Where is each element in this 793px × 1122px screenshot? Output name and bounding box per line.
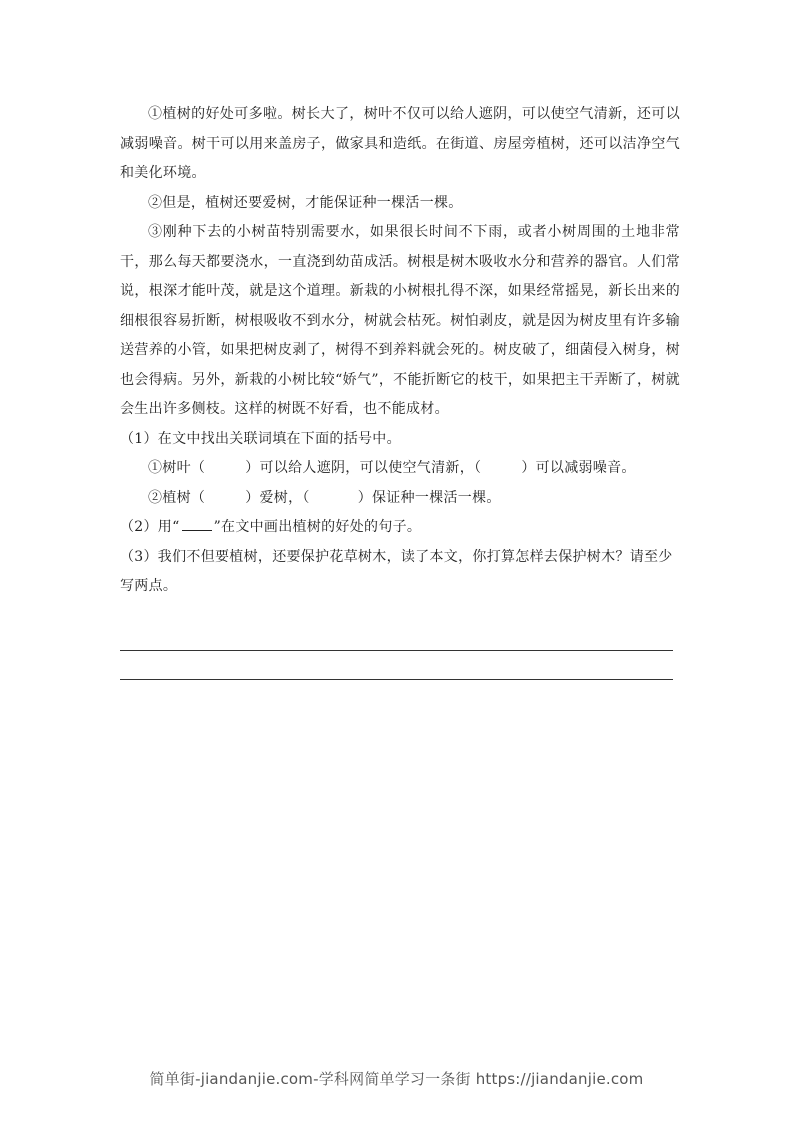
question-2-prompt-part-b: ”在文中画出植树的好处的句子。	[213, 519, 422, 535]
question-1-item-1-part-c: ）可以减弱噪音。	[521, 460, 636, 476]
passage-paragraph-2: ②但是，植树还要爱树，才能保证种一棵活一棵。	[148, 194, 463, 211]
question-1-item-2-part-b: ）爱树，（	[245, 489, 310, 506]
question-1-prompt: （1）在文中找出关联词填在下面的括号中。	[120, 430, 401, 447]
question-3-prompt: （3）我们不但要植树，还要保护花草树木，读了本文，你打算怎样去保护树木？请至少写两点。	[120, 548, 673, 594]
reading-exercise	[120, 100, 680, 602]
footer-watermark: 简单街-jiandanjie.com-学科网简单学习一条街 https://jiandanjie.com	[149, 1070, 644, 1088]
question-1-item-2	[120, 484, 680, 514]
passage-paragraph-1: ①植树的好处可多啦。树长大了，树叶不仅可以给人遮阴，可以使空气清新，还可以减弱噪音。树干可以用来盖房子，做家具和造纸。在街道、房屋旁植树，还可以洁净空气和美化环境。	[120, 106, 680, 181]
question-1-item-1	[120, 454, 680, 484]
underline-symbol	[182, 515, 212, 531]
question-1-item-2-part-c: ）保证种一棵活一棵。	[357, 489, 501, 506]
question-2-prompt	[120, 513, 680, 543]
passage-paragraph-3: ③刚种下去的小树苗特别需要水，如果很长时间不下雨，或者小树周围的土地非常干，那么每天都要浇水，一直浇到幼苗成活。树根是树木吸收水分和营养的器官。人们常说，根深才能叶茂，就是这个道理。新栽的小树根扎得不深，如果经常摇晃，新长出来的细根很容易折断，树根吸收不到水分，树就会枯死。树怕剥皮，就是因为树皮里有许多输送营养的小管，如果把树皮剥了，树得不到养料就会死的。树皮破了，细菌侵入树身，树也会得病。另外，新栽的小树比较“娇气”，不能折断它的枝干，如果把主干弄断了，树就会生出许多侧枝。这样的树既不好看，也不能成材。	[120, 224, 680, 417]
answer-line-1[interactable]	[120, 650, 673, 651]
question-1-item-2-part-a: ②植树（	[148, 489, 206, 506]
question-1-item-1-part-a: ①树叶（	[148, 460, 206, 476]
answer-line-2[interactable]	[120, 679, 673, 680]
question-1-item-1-part-b: ）可以给人遮阴，可以使空气清新，（	[245, 460, 482, 476]
question-2-prompt-part-a: （2）用“	[120, 519, 180, 535]
